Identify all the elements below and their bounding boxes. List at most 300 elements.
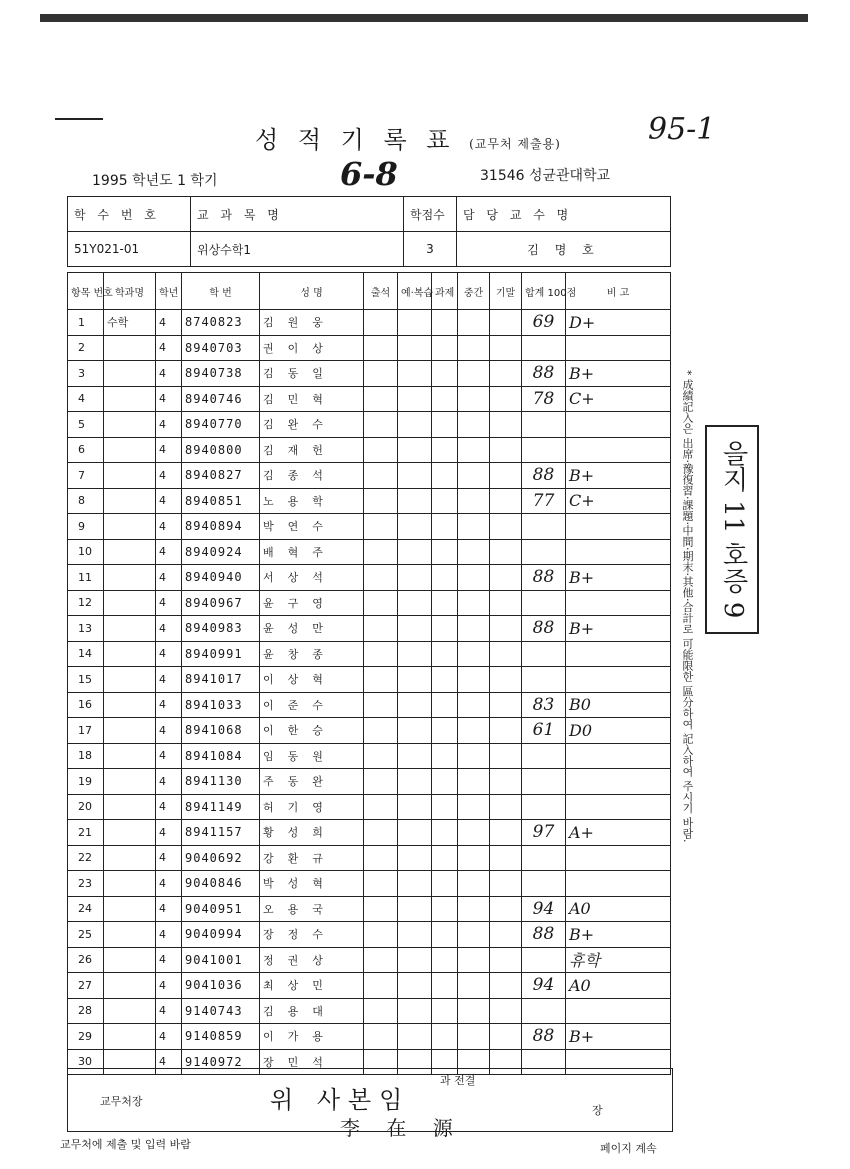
row-midterm [458, 463, 490, 489]
row-student-id: 9140859 [182, 1024, 260, 1050]
row-total: 88 [522, 922, 566, 948]
row-year: 4 [156, 437, 182, 463]
table-row [68, 845, 671, 871]
table-row [68, 412, 671, 438]
row-attendance [364, 820, 398, 846]
row-remarks: B+ [566, 616, 671, 642]
row-student-id: 8940827 [182, 463, 260, 489]
row-midterm [458, 1024, 490, 1050]
row-name: 김용대 [260, 998, 364, 1024]
bottom-continued: 페이지 계속 [600, 1142, 657, 1155]
row-midterm [458, 718, 490, 744]
row-name: 오용국 [260, 896, 364, 922]
row-review [398, 718, 432, 744]
row-student-id: 8940800 [182, 437, 260, 463]
row-attendance [364, 590, 398, 616]
row-remarks [566, 769, 671, 795]
row-number: 29 [68, 1024, 104, 1050]
row-assignment [432, 845, 458, 871]
row-attendance [364, 616, 398, 642]
row-attendance [364, 692, 398, 718]
row-number: 19 [68, 769, 104, 795]
table-row [68, 896, 671, 922]
row-attendance [364, 488, 398, 514]
row-assignment [432, 539, 458, 565]
row-name: 주동완 [260, 769, 364, 795]
row-total: 88 [522, 565, 566, 591]
table-row [68, 641, 671, 667]
row-year: 4 [156, 743, 182, 769]
row-year: 4 [156, 794, 182, 820]
row-year: 4 [156, 692, 182, 718]
table-row [68, 539, 671, 565]
row-name: 장민석 [260, 1049, 364, 1075]
col-no: 항목 번호 [68, 273, 104, 310]
row-remarks: D0 [566, 718, 671, 744]
side-instruction: * 成績記入은 出席·豫復習·課題·中間·期末·其他·合計로 可能限한 區分하여 記入하여 주시기 바람. [681, 370, 694, 843]
row-midterm [458, 922, 490, 948]
col-year: 학년 [156, 273, 182, 310]
row-review [398, 463, 432, 489]
row-attendance [364, 412, 398, 438]
bottom-instruction: 교무처에 제출 및 입력 바람 [60, 1138, 191, 1151]
row-midterm [458, 616, 490, 642]
row-student-id: 9140743 [182, 998, 260, 1024]
row-student-id: 8940770 [182, 412, 260, 438]
row-student-id: 9140972 [182, 1049, 260, 1075]
row-remarks: B+ [566, 1024, 671, 1050]
row-student-id: 8941130 [182, 769, 260, 795]
row-year: 4 [156, 896, 182, 922]
row-midterm [458, 310, 490, 336]
row-review [398, 998, 432, 1024]
row-name: 배혁주 [260, 539, 364, 565]
label-course-name: 교 과 목 명 [191, 197, 404, 232]
row-number: 17 [68, 718, 104, 744]
row-midterm [458, 386, 490, 412]
row-student-id: 8941017 [182, 667, 260, 693]
row-number: 10 [68, 539, 104, 565]
row-remarks [566, 590, 671, 616]
row-final [490, 361, 522, 387]
row-midterm [458, 412, 490, 438]
row-midterm [458, 845, 490, 871]
row-assignment [432, 1024, 458, 1050]
row-final [490, 539, 522, 565]
row-dept [104, 998, 156, 1024]
row-midterm [458, 539, 490, 565]
row-total [522, 412, 566, 438]
row-midterm [458, 437, 490, 463]
row-year: 4 [156, 616, 182, 642]
row-remarks [566, 871, 671, 897]
row-review [398, 667, 432, 693]
row-remarks: A+ [566, 820, 671, 846]
footer-seal-label: 장 [592, 1104, 603, 1117]
row-number: 23 [68, 871, 104, 897]
row-remarks: B+ [566, 361, 671, 387]
row-total: 69 [522, 310, 566, 336]
row-review [398, 922, 432, 948]
row-total [522, 845, 566, 871]
row-total [522, 641, 566, 667]
row-total [522, 539, 566, 565]
label-credits: 학점수 [404, 197, 457, 232]
row-midterm [458, 361, 490, 387]
row-remarks: B+ [566, 922, 671, 948]
row-assignment [432, 565, 458, 591]
row-total [522, 514, 566, 540]
row-year: 4 [156, 590, 182, 616]
row-name: 윤창종 [260, 641, 364, 667]
row-remarks [566, 794, 671, 820]
row-final [490, 616, 522, 642]
handwritten-code: 95-1 [648, 112, 716, 147]
row-name: 김종석 [260, 463, 364, 489]
row-attendance [364, 871, 398, 897]
row-remarks [566, 514, 671, 540]
professor-name: 김 명 호 [457, 232, 671, 267]
row-midterm [458, 998, 490, 1024]
table-row [68, 667, 671, 693]
row-dept [104, 718, 156, 744]
row-attendance [364, 794, 398, 820]
row-assignment [432, 463, 458, 489]
row-number: 9 [68, 514, 104, 540]
row-dept [104, 514, 156, 540]
row-review [398, 947, 432, 973]
row-dept [104, 641, 156, 667]
row-remarks [566, 743, 671, 769]
row-review [398, 335, 432, 361]
row-year: 4 [156, 539, 182, 565]
row-total: 77 [522, 488, 566, 514]
row-student-id: 8941033 [182, 692, 260, 718]
row-attendance [364, 539, 398, 565]
row-student-id: 9040994 [182, 922, 260, 948]
row-name: 강환규 [260, 845, 364, 871]
row-attendance [364, 743, 398, 769]
row-review [398, 437, 432, 463]
row-final [490, 769, 522, 795]
top-rule [40, 14, 808, 22]
table-row [68, 718, 671, 744]
row-final [490, 692, 522, 718]
row-number: 21 [68, 820, 104, 846]
row-name: 허기영 [260, 794, 364, 820]
row-year: 4 [156, 820, 182, 846]
row-assignment [432, 820, 458, 846]
row-midterm [458, 973, 490, 999]
university-name: 31546 성균관대학교 [480, 168, 611, 184]
row-name: 임동원 [260, 743, 364, 769]
label-course-code: 학 수 번 호 [68, 197, 191, 232]
row-year: 4 [156, 514, 182, 540]
row-student-id: 9040846 [182, 871, 260, 897]
row-final [490, 514, 522, 540]
row-assignment [432, 335, 458, 361]
row-total: 88 [522, 361, 566, 387]
row-remarks [566, 437, 671, 463]
row-review [398, 794, 432, 820]
row-student-id: 8940746 [182, 386, 260, 412]
row-dept [104, 616, 156, 642]
row-year: 4 [156, 845, 182, 871]
row-review [398, 641, 432, 667]
row-student-id: 8941084 [182, 743, 260, 769]
col-assignment: 과제 [432, 273, 458, 310]
row-number: 15 [68, 667, 104, 693]
row-number: 2 [68, 335, 104, 361]
row-remarks [566, 412, 671, 438]
col-student-id: 학 번 [182, 273, 260, 310]
row-attendance [364, 386, 398, 412]
row-midterm [458, 794, 490, 820]
row-name: 정권상 [260, 947, 364, 973]
row-attendance [364, 845, 398, 871]
row-name: 김재헌 [260, 437, 364, 463]
table-row [68, 743, 671, 769]
row-final [490, 590, 522, 616]
row-final [490, 437, 522, 463]
row-number: 18 [68, 743, 104, 769]
row-year: 4 [156, 667, 182, 693]
table-row [68, 871, 671, 897]
row-remarks: A0 [566, 896, 671, 922]
row-student-id: 9041001 [182, 947, 260, 973]
row-name: 최상민 [260, 973, 364, 999]
row-year: 4 [156, 998, 182, 1024]
row-total [522, 769, 566, 795]
row-number: 14 [68, 641, 104, 667]
row-final [490, 845, 522, 871]
row-student-id: 8941068 [182, 718, 260, 744]
row-name: 황성희 [260, 820, 364, 846]
row-attendance [364, 310, 398, 336]
row-final [490, 412, 522, 438]
col-midterm: 중간 [458, 273, 490, 310]
row-name: 김민혁 [260, 386, 364, 412]
label-professor: 담 당 교 수 명 [457, 197, 671, 232]
row-final [490, 488, 522, 514]
row-student-id: 8740823 [182, 310, 260, 336]
row-name: 박성혁 [260, 871, 364, 897]
row-student-id: 8940983 [182, 616, 260, 642]
title-sub: (교무처 제출용) [469, 137, 561, 151]
footer-approval: 과 전결 [440, 1074, 476, 1087]
col-review: 예·복습 [398, 273, 432, 310]
row-student-id: 9041036 [182, 973, 260, 999]
col-total: 합계 100점 [522, 273, 566, 310]
row-final [490, 743, 522, 769]
row-name: 노용학 [260, 488, 364, 514]
row-dept [104, 896, 156, 922]
row-dept: 수학 [104, 310, 156, 336]
row-total [522, 590, 566, 616]
row-name: 김원웅 [260, 310, 364, 336]
row-year: 4 [156, 922, 182, 948]
row-year: 4 [156, 769, 182, 795]
footer-left: 교무처장 [100, 1095, 143, 1108]
row-remarks [566, 845, 671, 871]
row-assignment [432, 947, 458, 973]
row-total [522, 335, 566, 361]
row-student-id: 8941149 [182, 794, 260, 820]
row-student-id: 8940894 [182, 514, 260, 540]
row-attendance [364, 896, 398, 922]
row-name: 이준수 [260, 692, 364, 718]
row-attendance [364, 335, 398, 361]
row-review [398, 616, 432, 642]
row-attendance [364, 998, 398, 1024]
row-dept [104, 565, 156, 591]
row-assignment [432, 616, 458, 642]
row-remarks: D+ [566, 310, 671, 336]
president-name: 李 在 源 [340, 1116, 463, 1140]
row-assignment [432, 590, 458, 616]
col-remarks: 비 고 [566, 273, 671, 310]
row-student-id: 8940851 [182, 488, 260, 514]
row-assignment [432, 386, 458, 412]
row-number: 20 [68, 794, 104, 820]
row-total [522, 437, 566, 463]
row-year: 4 [156, 488, 182, 514]
row-year: 4 [156, 463, 182, 489]
row-student-id: 8940940 [182, 565, 260, 591]
table-row [68, 692, 671, 718]
row-review [398, 1024, 432, 1050]
row-assignment [432, 718, 458, 744]
row-review [398, 514, 432, 540]
row-total: 61 [522, 718, 566, 744]
row-assignment [432, 973, 458, 999]
row-student-id: 8940703 [182, 335, 260, 361]
row-total: 88 [522, 463, 566, 489]
row-number: 28 [68, 998, 104, 1024]
col-name: 성 명 [260, 273, 364, 310]
row-year: 4 [156, 1049, 182, 1075]
row-year: 4 [156, 641, 182, 667]
row-assignment [432, 998, 458, 1024]
row-number: 12 [68, 590, 104, 616]
row-final [490, 718, 522, 744]
row-number: 25 [68, 922, 104, 948]
row-remarks [566, 998, 671, 1024]
row-attendance [364, 463, 398, 489]
row-review [398, 590, 432, 616]
row-assignment [432, 667, 458, 693]
table-row [68, 590, 671, 616]
table-row [68, 310, 671, 336]
row-total: 88 [522, 1024, 566, 1050]
row-final [490, 335, 522, 361]
row-final [490, 565, 522, 591]
table-row [68, 437, 671, 463]
row-attendance [364, 641, 398, 667]
row-midterm [458, 947, 490, 973]
row-final [490, 794, 522, 820]
row-remarks: A0 [566, 973, 671, 999]
row-assignment [432, 896, 458, 922]
row-assignment [432, 310, 458, 336]
row-year: 4 [156, 310, 182, 336]
table-row [68, 616, 671, 642]
row-year: 4 [156, 973, 182, 999]
row-name: 김완수 [260, 412, 364, 438]
row-name: 김동일 [260, 361, 364, 387]
row-dept [104, 412, 156, 438]
evidence-stamp: 을지 11 호증 9 [705, 425, 759, 634]
year-term: 1995 학년도 1 학기 [92, 173, 218, 189]
row-year: 4 [156, 386, 182, 412]
row-midterm [458, 769, 490, 795]
table-row [68, 386, 671, 412]
col-attendance: 출석 [364, 273, 398, 310]
table-row [68, 565, 671, 591]
row-number: 7 [68, 463, 104, 489]
row-number: 8 [68, 488, 104, 514]
row-attendance [364, 361, 398, 387]
row-total: 97 [522, 820, 566, 846]
title-text: 성 적 기 록 표 [255, 126, 456, 154]
row-student-id: 9040951 [182, 896, 260, 922]
row-final [490, 386, 522, 412]
row-review [398, 386, 432, 412]
row-midterm [458, 514, 490, 540]
row-assignment [432, 488, 458, 514]
row-assignment [432, 794, 458, 820]
row-assignment [432, 514, 458, 540]
col-dept: 학과명 [104, 273, 156, 310]
table-row [68, 820, 671, 846]
row-number: 27 [68, 973, 104, 999]
row-dept [104, 539, 156, 565]
row-number: 30 [68, 1049, 104, 1075]
row-total: 94 [522, 973, 566, 999]
row-student-id: 9040692 [182, 845, 260, 871]
row-final [490, 463, 522, 489]
row-assignment [432, 361, 458, 387]
credits: 3 [404, 232, 457, 267]
row-name: 권이상 [260, 335, 364, 361]
row-remarks [566, 335, 671, 361]
row-name: 윤구영 [260, 590, 364, 616]
row-assignment [432, 692, 458, 718]
row-dept [104, 1024, 156, 1050]
row-review [398, 565, 432, 591]
row-attendance [364, 973, 398, 999]
row-assignment [432, 412, 458, 438]
row-number: 1 [68, 310, 104, 336]
row-final [490, 871, 522, 897]
row-number: 5 [68, 412, 104, 438]
row-dept [104, 437, 156, 463]
row-year: 4 [156, 871, 182, 897]
table-row [68, 922, 671, 948]
row-final [490, 667, 522, 693]
row-review [398, 412, 432, 438]
row-remarks [566, 539, 671, 565]
row-student-id: 8940738 [182, 361, 260, 387]
row-year: 4 [156, 718, 182, 744]
row-attendance [364, 718, 398, 744]
row-dept [104, 871, 156, 897]
row-dept [104, 794, 156, 820]
row-attendance [364, 922, 398, 948]
col-final: 기말 [490, 273, 522, 310]
row-total: 78 [522, 386, 566, 412]
copy-certification: 위 사본임 [270, 1086, 411, 1114]
